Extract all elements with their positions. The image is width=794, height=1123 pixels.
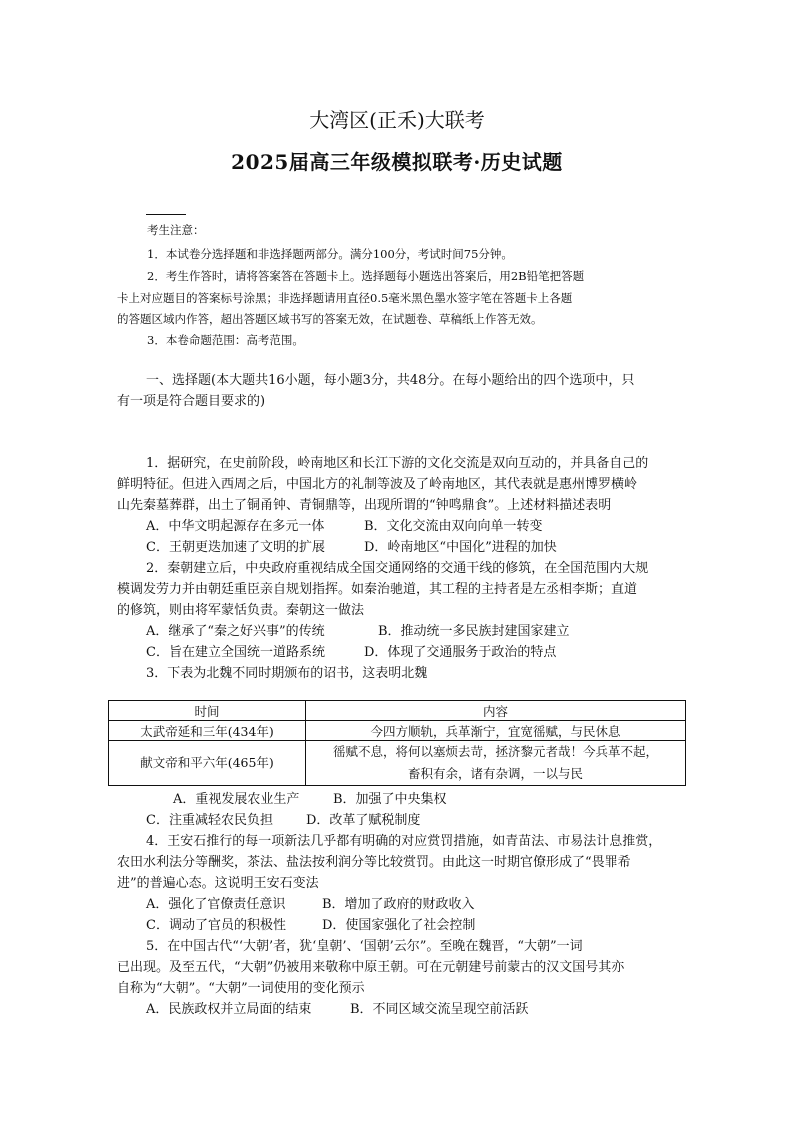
exam-series-title: 大湾区(正禾)大联考 [309,108,485,132]
q1-option-a: A．中华文明起源存在多元一体 [146,519,325,534]
q4-option-b: B．增加了政府的财政收入 [322,897,475,912]
table-row [109,721,686,741]
q2-option-b: B．推动统一多民族封建国家建立 [378,624,570,639]
q2-stem: 的修筑，则由将军蒙恬负责。秦朝这一做法 [117,603,365,618]
q1-option-d: D．岭南地区“中国化”进程的加快 [364,540,557,555]
table-cell-content [306,741,686,786]
q5-option-a: A．民族政权并立局面的结束 [146,1002,312,1017]
q3-option-c: C．注重减轻农民负担 [146,813,273,828]
q3-stem: 3．下表为北魏不同时期颁布的诏书，这表明北魏 [146,666,428,681]
q1-stem: 鲜明特征。但进入西周之后，中国北方的礼制等波及了岭南地区，其代表就是惠州博罗横岭 [117,477,638,492]
table-header-time: 时间 [109,701,306,721]
table-cell-content-line: 徭赋不息，将何以塞烦去苛，拯济黎元者哉！今兵革不起， [332,744,658,759]
table-header-content: 内容 [306,701,686,721]
notice-item: 1．本试卷分选择题和非选择题两部分。满分100分，考试时间75分钟。 [147,247,513,261]
q3-option-d: D．改革了赋税制度 [306,813,421,828]
q2-option-c: C．旨在建立全国统一道路系统 [146,645,325,660]
notice-divider [146,214,186,215]
q5-stem: 自称为“大朝”。“大朝”一词使用的变化预示 [117,981,365,996]
notice-item: 3．本卷命题范围：高考范围。 [147,333,304,347]
q4-stem: 进”的普遍心态。这说明王安石变法 [117,876,319,891]
q5-option-b: B．不同区域交流呈现空前活跃 [350,1002,529,1017]
notice-item: 2．考生作答时，请将答案答在答题卡上。选择题每小题选出答案后，用2B铅笔把答题 [147,269,585,283]
q4-stem: 农田水利法分等酬奖，茶法、盐法按利润分等比较赏罚。由此这一时期官僚形成了“畏罪希 [117,855,631,870]
notice-item: 卡上对应题目的答案标号涂黑；非选择题请用直径0.5毫米黑色墨水签字笔在答题卡上各题 [117,291,573,305]
q3-option-b: B．加强了中央集权 [333,792,447,807]
q2-option-a: A．继承了“秦之好兴事”的传统 [146,624,325,639]
section-heading: 一、选择题(本大题共16小题，每小题3分，共48分。在每小题给出的四个选项中，只 [146,373,635,388]
q1-option-c: C．王朝更迭加速了文明的扩展 [146,540,325,555]
table-cell-time: 献文帝和平六年(465年) [109,741,306,786]
table-cell-content: 今四方顺轨，兵革渐宁，宜宽徭赋，与民休息 [306,721,686,741]
table-cell-content-line: 畜积有余，诸有杂调，一以与民 [407,766,583,781]
notice-heading: 考生注意： [147,223,205,237]
q4-option-a: A．强化了官僚责任意识 [146,897,286,912]
q1-stem: 山先秦墓葬群，出土了铜甬钟、青铜鼎等，出现所谓的“钟鸣鼎食”。上述材料描述表明 [117,498,612,513]
q5-stem: 5．在中国古代“‘大朝’者，犹‘皇朝’、‘国朝’云尔”。至晚在魏晋，“大朝”一词 [146,939,583,954]
table-cell-time: 太武帝延和三年(434年) [109,721,306,741]
exam-paper-title: 2025届高三年级模拟联考·历史试题 [231,150,563,174]
q1-stem: 1．据研究，在史前阶段，岭南地区和长江下游的文化交流是双向互动的，并具备自己的 [146,456,649,471]
q4-option-c: C．调动了官员的积极性 [146,918,286,933]
notice-item: 的答题区域内作答，超出答题区域书写的答案无效，在试题卷、草稿纸上作答无效。 [117,312,543,326]
q3-option-a: A．重视发展农业生产 [173,792,300,807]
q2-stem: 2．秦朝建立后，中央政府重视结成全国交通网络的交通干线的修筑，在全国范围内大规 [146,561,649,576]
q2-option-d: D．体现了交通服务于政治的特点 [364,645,557,660]
q2-stem: 模调发劳力并由朝廷重臣亲自规划指挥。如秦治驰道，其工程的主持者是左丞相李斯；直道 [117,582,638,597]
q1-option-b: B．文化交流由双向向单一转变 [364,519,543,534]
section-heading-cont: 有一项是符合题目要求的) [117,394,266,409]
q5-stem: 已出现。及至五代，“大朝”仍被用来敬称中原王朝。可在元朝建号前蒙古的汉文国号其亦 [117,960,625,975]
q3-edict-table [108,700,686,786]
q4-stem: 4．王安石推行的每一项新法几乎都有明确的对应赏罚措施，如青苗法、市易法计息推赏， [146,834,662,849]
q4-option-d: D．使国家强化了社会控制 [322,918,476,933]
table-row [109,741,686,786]
